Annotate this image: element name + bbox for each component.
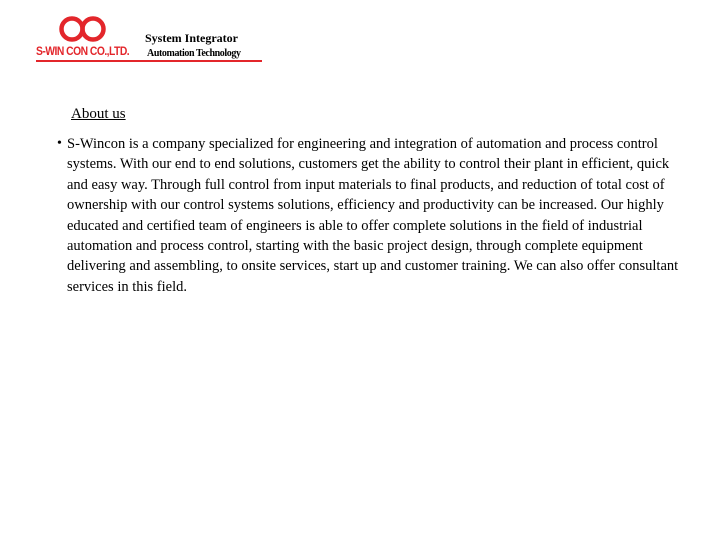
about-paragraph: S-Wincon is a company specialized for engineering and integration of automation and process control systems. With our end to end solutions, customers get the ability to control their plant in efficient, quick and easy way. Through full control from input materials to final products, and reduction of total cost of ownership with our control systems solutions, efficiency and productivity can be increased. Our highly educated and certified team of engineers is able to offer complete solutions in the field of industrial automation and process control, starting with the basic project design, through complete equipment delivering and assembling, to onsite services, start up and customer training. We can also offer consultant services in this field. <box>67 136 679 295</box>
header-subtitle: Automation Technology <box>147 48 241 59</box>
header-rule <box>36 60 262 62</box>
company-logo <box>36 15 134 63</box>
bullet-marker: • <box>57 136 62 151</box>
header-title: System Integrator <box>145 31 238 45</box>
company-name: S-WIN CON CO.,LTD. <box>36 44 130 58</box>
section-heading: About us <box>71 106 126 122</box>
infinity-logo-icon <box>58 15 108 43</box>
